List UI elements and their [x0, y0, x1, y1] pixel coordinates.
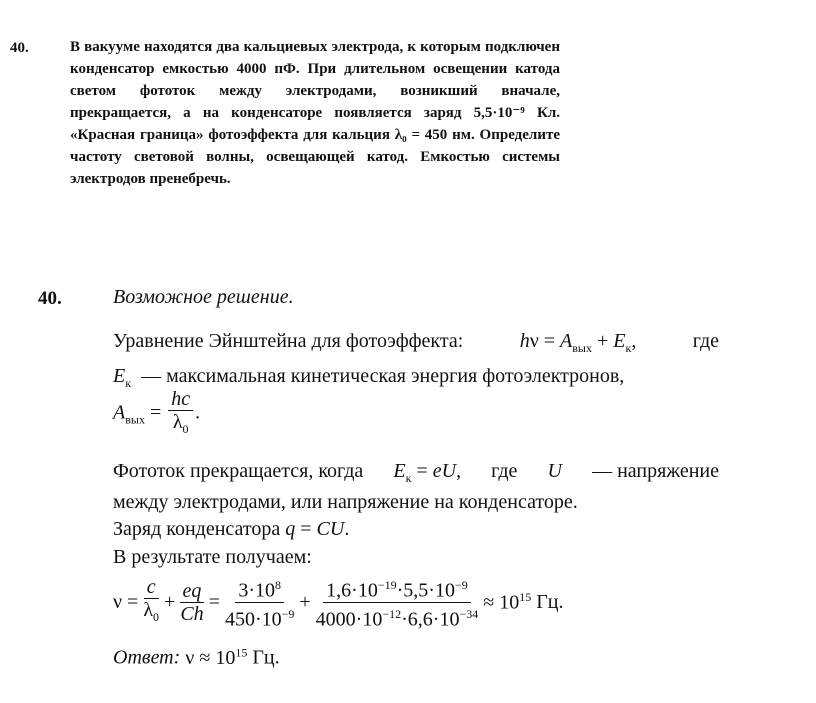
result-text-line: В результате получаем: — [113, 546, 312, 568]
einstein-formula: $h\nu = A_{вых} + E_к$, — [519, 330, 637, 355]
final-formula-line: ν = $\frac{c}{\lambda_0}$ + $\frac{eq}{Ch}$ = $\frac{3\cdot 10^8}{450\cdot 10^{-9}}$ + $\frac{1,6\cdot 10^{-19}\cdot 5,5\cdot 10^{-9}}{4000\cdot 10^{-12}\cdot 6,6\cdot 10^{-34}}$ ≈ $10^{15}$ Гц. — [113, 574, 563, 630]
numeric-fraction-1: $\frac{3\cdot 10^8}{450\cdot 10^{-9}}$ — [222, 574, 297, 630]
solution-heading: Возможное решение. — [113, 286, 294, 308]
work-function-line: $A_{вых}$ = $\frac{hc}{\lambda_0}$ . — [113, 388, 200, 440]
where-u: где — [491, 460, 518, 482]
answer-unit: Гц. — [252, 646, 280, 669]
ek-text: — максимальная кинетическая энергия фотоэлектронов, — [141, 365, 625, 387]
einstein-prefix: Уравнение Эйнштейна для фотоэффекта: — [113, 330, 464, 352]
capacitor-charge-text: Заряд конденсатора — [113, 518, 281, 540]
solution-number: 40. — [38, 288, 62, 309]
hc-over-lambda-fraction: $\frac{hc}{\lambda_0}$ — [168, 388, 193, 440]
q-cu-formula: q = CU. — [285, 518, 350, 540]
ek-line — [113, 365, 719, 391]
c-over-lambda-fraction: $\frac{c}{\lambda_0}$ — [143, 576, 160, 625]
ek-symbol: $E_к$ — [113, 365, 132, 390]
problem-number: 40. — [10, 40, 29, 56]
eq-over-ch-fraction: $\frac{eq}{Ch}$ — [180, 579, 204, 625]
capacitor-charge-line — [113, 518, 349, 541]
ek-eu-formula: $E_к$ = eU, — [393, 460, 462, 485]
between-electrodes-line: между электродами, или напряжение на конденсаторе. — [113, 491, 578, 513]
einstein-equation-line — [113, 330, 719, 356]
answer-label: Ответ: — [113, 646, 181, 669]
einstein-suffix: где — [692, 330, 719, 352]
answer-line — [113, 645, 280, 670]
problem-text: В вакууме находятся два кальциевых электрода, к которым подключен конденсатор емкостью 4000 пФ. При длительном освещении катода светом фототок между электродами, возникший вначале, прекращается, а на конденсаторе появляется заряд 5,5·10⁻⁹ Кл. «Красная граница» фотоэффекта для кальция λ₀ = 450 нм. Определите частоту световой волны, освещающей катод. Емкостью системы электродов пренебречь. — [70, 39, 560, 187]
u-text: — напряжение — [592, 460, 719, 482]
result-unit: Гц. — [536, 590, 564, 613]
photocurrent-text: Фототок прекращается, когда — [113, 460, 364, 482]
photocurrent-line — [113, 460, 719, 486]
u-symbol: U — [547, 460, 562, 482]
answer-value: $\nu \approx 10^{15}$ — [185, 645, 248, 669]
numeric-fraction-2: $\frac{1,6\cdot 10^{-19}\cdot 5,5\cdot 10^{-9}}{4000\cdot 10^{-12}\cdot 6,6\cdot 10^{-34}}$ — [313, 574, 482, 630]
